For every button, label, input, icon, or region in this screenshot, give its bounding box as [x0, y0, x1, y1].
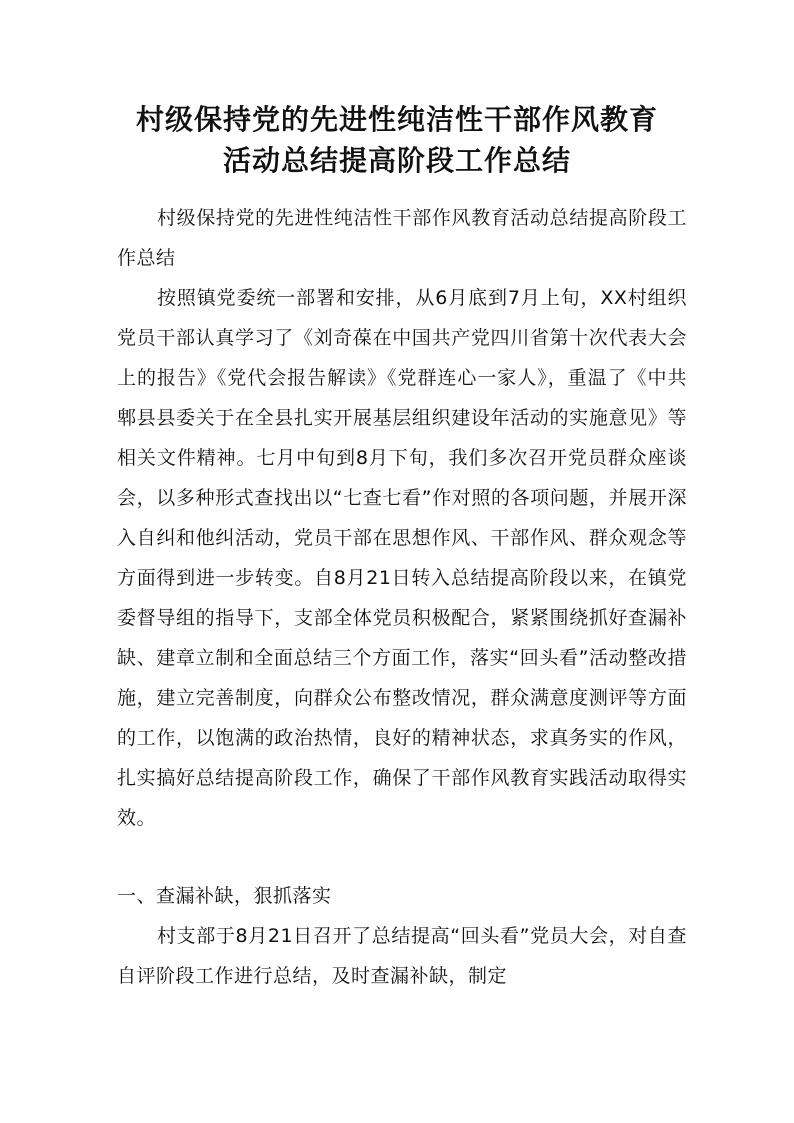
main-paragraph: 按照镇党委统一部署和安排，从6月底到7月上旬，XX村组织党员干部认真学习了《刘奇葆在中国共产党四川省第十次代表大会上的报告》《党代会报告解读》《党群连心一家人》，重温了《中共郫县县委关于在全县扎实开展基层组织建设年活动的实施意见》等相关文件精神。七月中旬到8月下旬，我们多次召开党员群众座谈会，以多种形式查找出以“七查七看”作对照的各项问题，并展开深入自纠和他纠活动，党员干部在思想作风、干部作风、群众观念等方面得到进一步转变。自8月21日转入总结提高阶段以来，在镇党委督导组的指导下，支部全体党员积极配合，紧紧围绕抓好查漏补缺、建章立制和全面总结三个方面工作，落实“回头看”活动整改措施，建立完善制度，向群众公布整改情况，群众满意度测评等方面的工作，以饱满的政治热情，良好的精神状态，求真务实的作风，扎实搞好总结提高阶段工作，确保了干部作风教育实践活动取得实效。 [117, 287, 687, 829]
section-paragraph: 村支部于8月21日召开了总结提高“回头看”党员大会，对自查自评阶段工作进行总结，及时查漏补缺，制定 [117, 925, 687, 987]
intro-paragraph: 村级保持党的先进性纯洁性干部作风教育活动总结提高阶段工作总结 [117, 207, 687, 269]
document-title-line-2: 活动总结提高阶段工作总结 [222, 144, 571, 177]
section-heading: 一、查漏补缺，狠抓落实 [117, 885, 332, 907]
document-title-line-1: 村级保持党的先进性纯洁性干部作风教育 [135, 103, 658, 136]
